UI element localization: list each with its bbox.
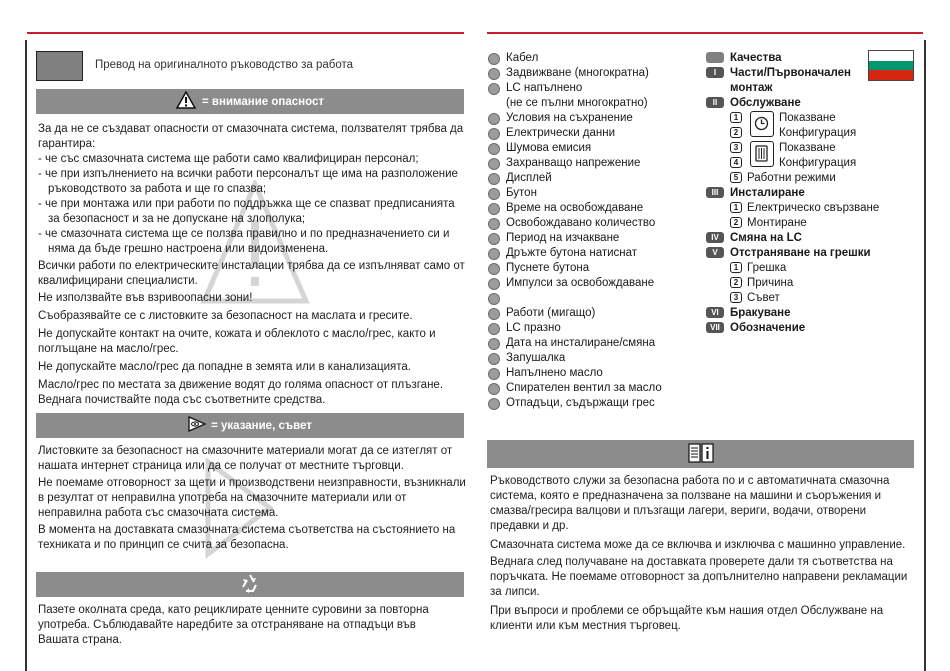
hint-text (38, 444, 466, 553)
toc-advice: 3 Съвет (706, 291, 871, 306)
legend-item: Период на изчакване (488, 231, 662, 246)
legend-item: Импулси за освобождаване (488, 276, 662, 291)
device-display-icon (750, 141, 774, 167)
symbol-circle-icon (488, 113, 500, 125)
toc-modes: 5 Работни режими (706, 171, 871, 186)
toc-display-2: 3 Показване (706, 141, 871, 156)
symbol-circle-icon (488, 308, 500, 320)
symbol-circle-icon (488, 218, 500, 230)
symbol-circle-icon (488, 203, 500, 215)
info-switching: Смазочната система може да се включва и изключва с машинно управление. (490, 539, 906, 551)
toc-electrical: 1 Електрическо свързване (706, 201, 871, 216)
warning-title: = внимание опасност (202, 95, 324, 108)
warning-point-2: - че при изпълнението на всички работи персоналът ще има на разположение ръководството за работа и ще го спазва; (38, 168, 458, 195)
legend-item: LC празно (488, 321, 662, 336)
recycle-icon (239, 573, 261, 596)
warning-ground: Не допускайте масло/грес да попадне в земята или в канализацията. (38, 361, 412, 373)
left-page-border (25, 40, 27, 671)
symbol-circle-icon (488, 143, 500, 155)
legend-item: Освобождавано количество (488, 216, 662, 231)
symbol-circle-icon (488, 368, 500, 380)
info-text (490, 474, 915, 634)
toc-cause: 2 Причина (706, 276, 871, 291)
warning-contact: Не допускайте контакт на очите, кожата и облеклото с масло/грес, както и поглъщане на масло/грес. (38, 328, 436, 355)
legend-item: Напълнено масло (488, 366, 662, 381)
hint-header-bar (36, 413, 464, 438)
warning-header-bar (36, 89, 464, 114)
info-delivery-check: Веднага след получаване на доставката проверете дали тя съответства на поръчката. Не поемаме отговорност за допълнително направени рекламации за липси. (490, 556, 908, 598)
warning-slip: Масло/грес по местата за движение водят до голяма опасност от плъзгане. Веднага почиствайте пода със съответните средства. (38, 379, 444, 406)
legend-item: Бутон (488, 186, 662, 201)
legend-item: Дата на инсталиране/смяна (488, 336, 662, 351)
table-of-contents (706, 51, 880, 336)
legend-item: Време на освобождаване (488, 201, 662, 216)
symbol-circle-icon (488, 128, 500, 140)
info-contact: При въпроси и проблеми се обръщайте към нашия отдел Обслужване на клиенти или към местния търговец. (490, 605, 884, 632)
warning-point-1: - че със смазочната система ще работи само квалифициран персонал; (38, 153, 419, 165)
language-box (36, 51, 83, 81)
symbol-circle-icon (488, 68, 500, 80)
symbol-circle-icon (488, 263, 500, 275)
symbol-circle-icon (488, 158, 500, 170)
legend-item: Електрически данни (488, 126, 662, 141)
warning-text (38, 122, 466, 408)
legend-item: Отпадъци, съдържащи грес (488, 396, 662, 411)
toc-service: II Обслужване (706, 96, 871, 111)
recycle-text: Пазете околната среда, като рециклирате ценните суровини за повторна употреба. Съблюдавайте наредбите за отстраняване на отпадъци във Вашата страна. (38, 604, 429, 646)
info-header-bar (487, 440, 914, 468)
warning-electric: Всички работи по електрическите инсталации трябва да се изпълняват само от квалифицирани специалисти. (38, 260, 465, 287)
warning-point-3: - че при монтажа или при работи по поддръжка ще се спазват предписанията за безопасност и за не допускане на злополука; (38, 198, 455, 225)
warning-explosive: Не използвайте във взривоопасни зони! (38, 292, 253, 304)
toc-lc-change: IV Смяна на LC (706, 231, 871, 246)
warning-intro: За да не се създават опасности от смазочната система, ползвателят трябва да гарантира: (38, 123, 464, 150)
symbol-legend (488, 51, 662, 411)
recycle-header-bar (36, 572, 464, 597)
toc-marking: VII Обозначение (706, 321, 871, 336)
hint-title: = указание, съвет (211, 419, 312, 432)
legend-item: Условия на съхранение (488, 111, 662, 126)
toc-mount: 2 Монтиране (706, 216, 871, 231)
symbol-circle-icon (488, 233, 500, 245)
legend-item: Пуснете бутона (488, 261, 662, 276)
toc-troubleshoot: V Отстраняване на грешки (706, 246, 871, 261)
symbol-circle-icon (488, 173, 500, 185)
bulgarian-flag-icon (868, 50, 914, 81)
legend-item: Дисплей (488, 171, 662, 186)
toc-parts: I Части/Първоначален (706, 66, 871, 81)
symbol-circle-icon (488, 338, 500, 350)
page-title: Превод на оригиналното ръководство за работа (95, 59, 354, 71)
legend-item (488, 291, 662, 306)
symbol-circle-icon (488, 353, 500, 365)
symbol-circle-icon (488, 323, 500, 335)
toc-parts-cont: монтаж (730, 82, 773, 94)
legend-item: LC напълнено (488, 81, 662, 96)
legend-item: Запушалка (488, 351, 662, 366)
eye-hint-icon (188, 416, 206, 435)
symbol-circle-icon (488, 293, 500, 305)
warning-triangle-icon (176, 91, 196, 112)
legend-item: Захранващо напрежение (488, 156, 662, 171)
legend-item: Шумова емисия (488, 141, 662, 156)
right-page-border (924, 40, 926, 671)
info-purpose: Ръководството служи за безопасна работа по и с автоматичната смазочна система, която е предназначена за ползване на машини и съоръжения и смазва/гресира валцови и плъзгащи лагери, вериги, водачи, отворени предавки и др. (490, 475, 890, 532)
legend-item: Задвижване (многократна) (488, 66, 662, 81)
toc-install: III Инсталиране (706, 186, 871, 201)
symbol-circle-icon (488, 398, 500, 410)
legend-item: Дръжте бутона натиснат (488, 246, 662, 261)
symbol-circle-icon (488, 383, 500, 395)
warning-datasheets: Съобразявайте се с листовките за безопасност на маслата и гресите. (38, 310, 413, 322)
manual-info-icon (688, 442, 714, 467)
toc-display-1: 1 Показване (706, 111, 871, 126)
symbol-circle-icon (488, 83, 500, 95)
legend-item: Работи (мигащо) (488, 306, 662, 321)
clock-display-icon (750, 111, 774, 137)
toc-config-1: 2 Конфигурация (706, 126, 871, 141)
hint-datasheets: Листовките за безопасност на смазочните материали могат да се изтеглят от нашата интернет страница или да се получат от местните търговци. (38, 445, 453, 472)
top-rule-left (27, 32, 464, 34)
hint-delivery: В момента на доставката смазочната система съответства на състоянието на техниката и по принцип се счита за безопасна. (38, 524, 456, 551)
top-rule-right (487, 32, 923, 34)
symbol-circle-icon (488, 188, 500, 200)
warning-point-4: - че смазочната система ще се ползва правилно и по предназначението си и няма да бъде грешно настроена или видоизменена. (38, 228, 450, 255)
legend-item: Спирателен вентил за масло (488, 381, 662, 396)
hint-liability: Не поемаме отговорност за щети и производствени неизправности, възникнали в резултат от неправилна употреба на смазочните материали или от неправилна работа със смазочната система. (38, 477, 466, 519)
symbol-circle-icon (488, 248, 500, 260)
toc-qualities: Качества (730, 52, 782, 64)
legend-item: Кабел (488, 51, 662, 66)
legend-item: (не се пълни многократно) (506, 97, 648, 109)
toc-error: 1 Грешка (706, 261, 871, 276)
symbol-circle-icon (488, 278, 500, 290)
toc-disposal: VI Бракуване (706, 306, 871, 321)
toc-config-2: 4 Конфигурация (706, 156, 871, 171)
symbol-circle-icon (488, 53, 500, 65)
